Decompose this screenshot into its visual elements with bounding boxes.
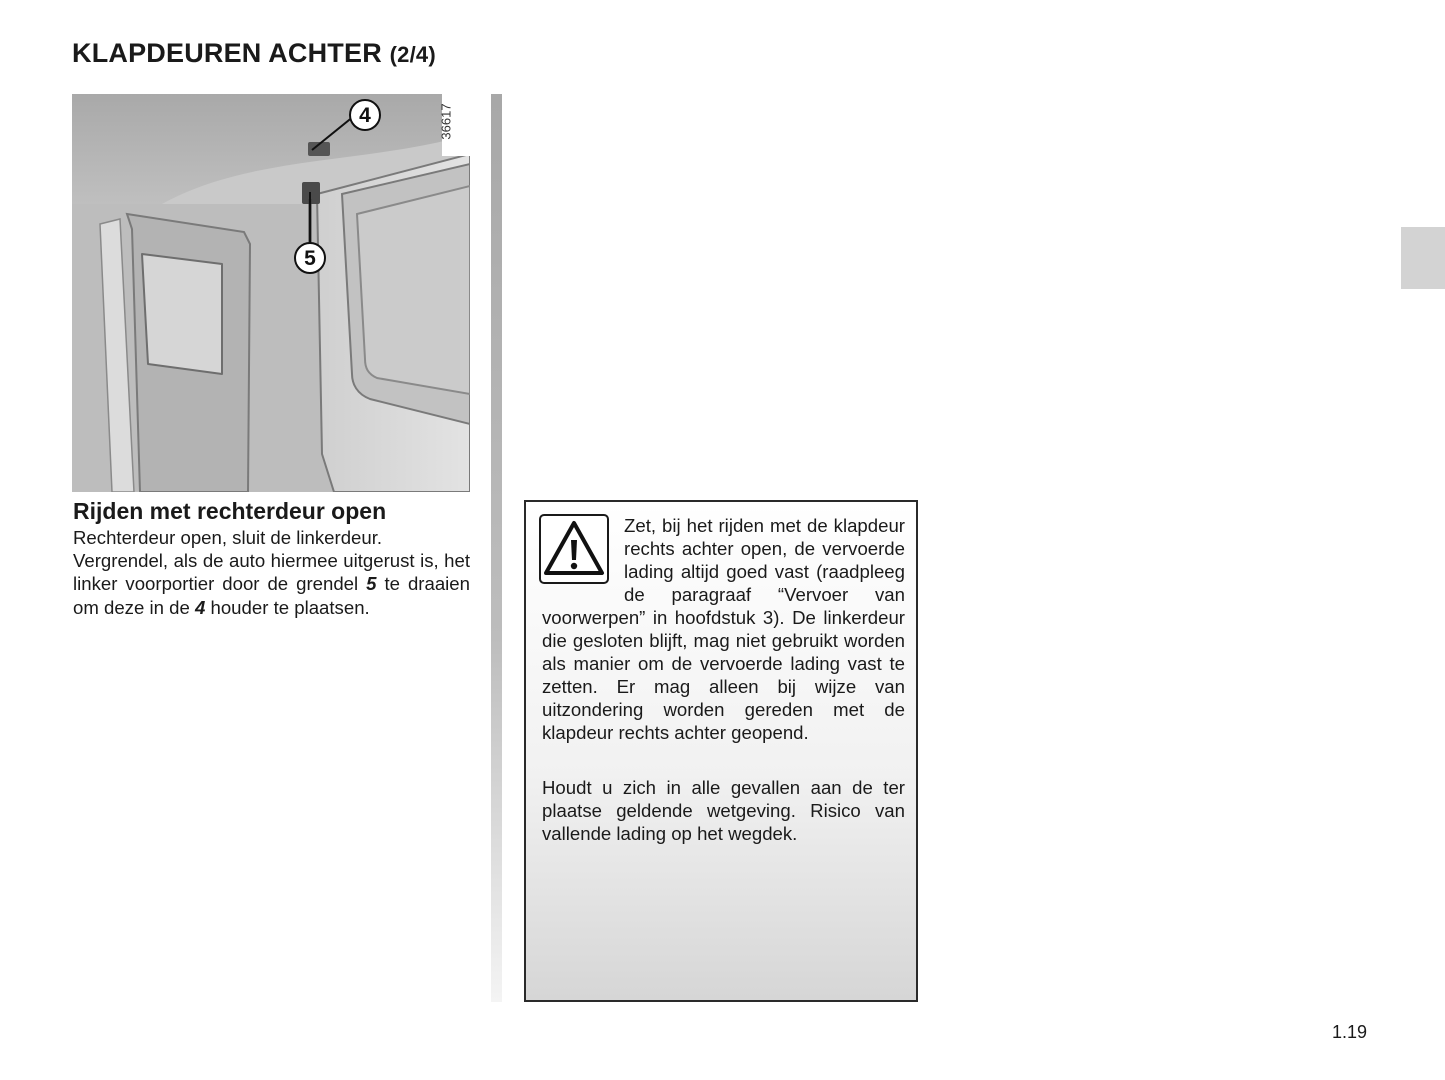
rear-doors-drawing <box>72 94 470 492</box>
chapter-tab <box>1401 227 1445 289</box>
warning-box <box>524 500 918 1002</box>
warning-text-1: Zet, bij het rijden met de klapdeur rechts achter open, de vervoerde lading altijd goed vast (raadpleeg de paragraaf “Vervoer van voorwerpen” in hoofdstuk 3). De linkerdeur die gesloten blijft, mag niet gebruikt worden als manier om de vervoerde lading vast te zetten. Er mag alleen bij wijze van uitzondering worden gereden met de klapdeur rechts achter geopend. <box>542 515 905 743</box>
section-heading: Rijden met rechterdeur open <box>73 498 387 524</box>
warning-paragraph-1 <box>542 514 905 744</box>
warning-paragraph-2: Houdt u zich in alle gevallen aan de ter plaatse geldende wetgeving. Risico van vallende lading op het wegdek. <box>542 777 905 844</box>
body-line-1: Rechterdeur open, sluit de linkerdeur. <box>73 527 383 548</box>
callout-ref-4: 4 <box>194 596 206 618</box>
column-divider <box>491 94 502 1002</box>
section-body <box>73 526 470 619</box>
body-sentence-2b: te draaien om deze in de <box>73 573 470 618</box>
figure-reference-number: 36617 <box>438 103 454 140</box>
callout-5-label: 5 <box>304 247 316 270</box>
body-sentence-2: Vergrendel, als de auto hiermee uitgerust is, het linker voorportier door de grendel <box>73 550 470 595</box>
callout-ref-5: 5 <box>366 573 377 595</box>
page-title-text: KLAPDEUREN ACHTER <box>72 38 382 68</box>
rear-doors-illustration <box>72 94 470 492</box>
page-number: 1.19 <box>1332 1022 1368 1042</box>
page-title <box>72 38 436 69</box>
body-sentence-2c: houder te plaatsen. <box>210 596 370 618</box>
callout-4-label: 4 <box>359 104 371 127</box>
page-title-part: (2/4) <box>389 42 436 67</box>
figure-reference <box>438 94 472 156</box>
